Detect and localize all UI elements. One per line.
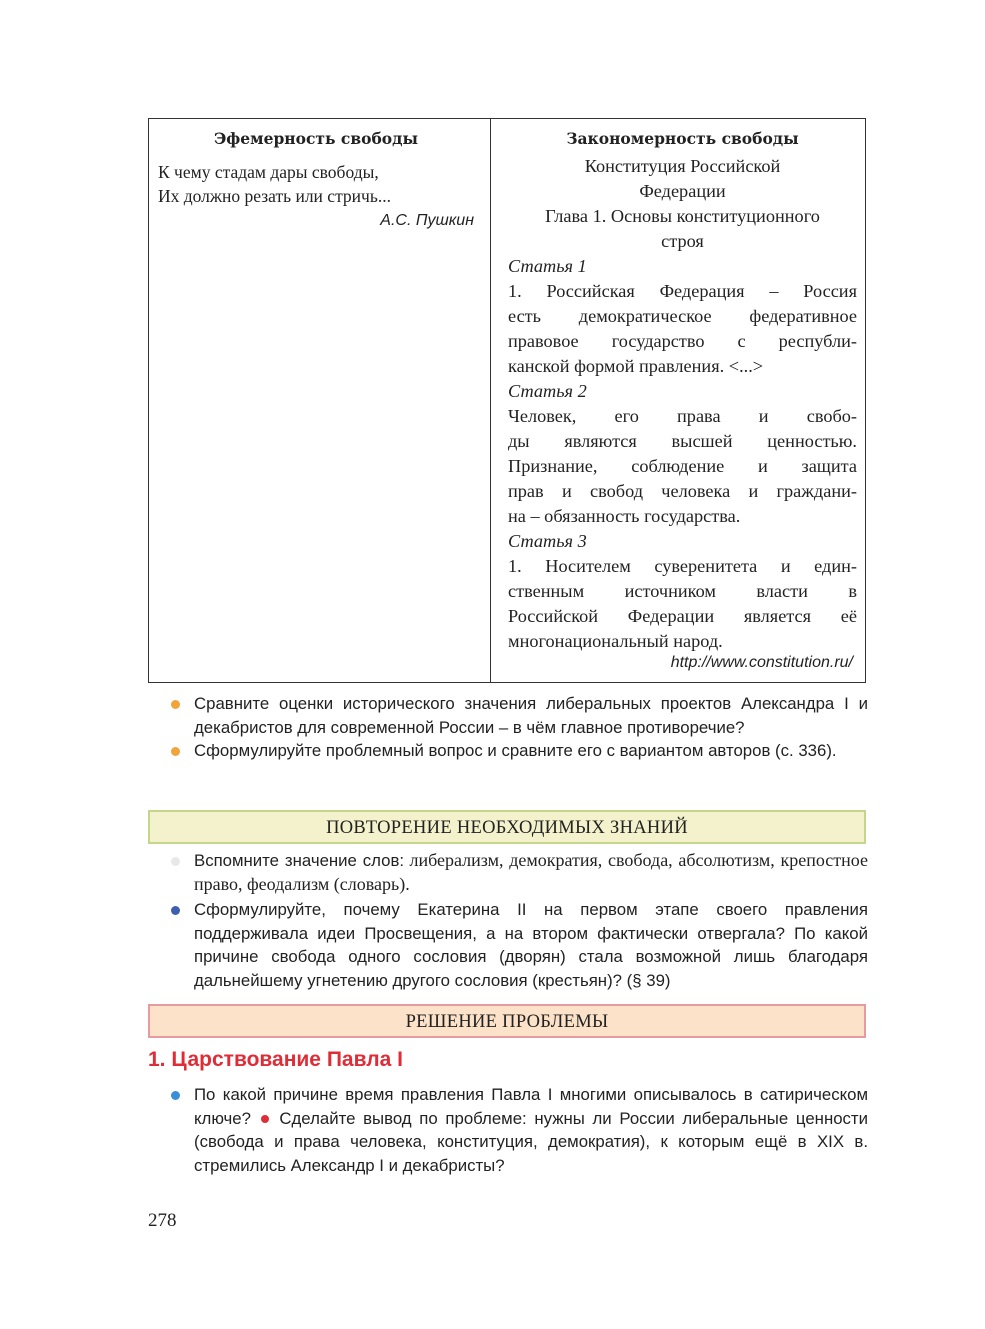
task-text: Сравните оценки исторического значения либеральных проектов Александра I и декабристов для современной России – в чём главное противоречие?	[194, 694, 868, 737]
article-line: Российской Федерации является её	[508, 606, 857, 626]
task-text: Сделайте вывод по проблеме: нужны ли России либеральные ценности (свобода и права человека, конституция, демократия), к которым ещё в XIX в. стремились Александр I и декабристы?	[194, 1108, 868, 1175]
poem-author: А.С. Пушкин	[380, 212, 474, 229]
article-label: Статья 1	[508, 256, 587, 276]
article-line: Признание, соблюдение и защита	[508, 456, 857, 476]
task-text: По какой причине время правления Павла I многими описывалось в сатирическом ключе?	[194, 1085, 868, 1128]
article-line: ственным источником власти в	[508, 581, 857, 601]
task-text: Сформулируйте проблемный вопрос и сравните его с вариантом авторов (с. 336).	[194, 741, 837, 760]
article-label: Статья 3	[508, 531, 587, 551]
repeat-item	[168, 898, 868, 992]
article-label: Статья 2	[508, 381, 587, 401]
task-item	[168, 1083, 868, 1177]
task-lead: Вспомните значение слов:	[194, 851, 405, 870]
bullet-dot-icon	[171, 857, 180, 866]
article-line: ды являются высшей ценностью.	[508, 431, 857, 451]
article-line: есть демократическое федеративное	[508, 306, 857, 326]
task-item	[168, 739, 868, 763]
pavel-task-list	[168, 1083, 868, 1177]
source-url: http://www.constitution.ru/	[670, 654, 853, 671]
article-text	[508, 279, 857, 379]
table-column-regular	[491, 119, 865, 682]
chapter-title: Глава 1. Основы конституционного	[545, 206, 820, 226]
bullet-dot-icon	[171, 906, 180, 915]
article-line: многонациональный народ.	[508, 631, 723, 651]
table-column-ephemeral	[149, 119, 491, 682]
inline-bullet-icon	[261, 1115, 269, 1123]
article-line: Человек, его права и свобо-	[508, 406, 857, 426]
column-heading-right: Закономерность свободы	[566, 129, 799, 148]
article-line: правовое государство с республи-	[508, 331, 857, 351]
task-text: Сформулируйте, почему Екатерина II на первом этапе своего правления поддерживала идеи Просвещения, а на втором фактически отвергала? По какой причине свобода одного сословия (дворян) стала возможной лишь благодаря дальнейшему угнетению другого сословия (крестьян)? (§ 39)	[194, 900, 868, 990]
poem-line: К чему стадам дары свободы,	[158, 162, 379, 182]
article-line: прав и свобод человека и граждани-	[508, 481, 857, 501]
task-item	[168, 692, 868, 739]
poem-line: Их должно резать или стричь...	[158, 186, 391, 206]
bullet-dot-icon	[171, 1091, 180, 1100]
task-list-top	[168, 692, 868, 763]
article-line: 1. Носителем суверенитета и един-	[508, 556, 857, 576]
column-heading-left: Эфемерность свободы	[213, 129, 419, 148]
article-line: 1. Российская Федерация – Россия	[508, 281, 857, 301]
section-bar-solve: РЕШЕНИЕ ПРОБЛЕМЫ	[148, 1004, 866, 1038]
comparison-table	[148, 118, 866, 683]
task-terms: либерализм, демократия, свобода, абсолютизм, крепостное право, феодализм (словарь).	[194, 850, 868, 894]
article-text	[508, 554, 857, 654]
article-line: на – обязанность государства.	[508, 506, 741, 526]
repeat-list	[168, 849, 868, 992]
section-heading: 1. Царствование Павла I	[148, 1048, 403, 1071]
article-text	[508, 404, 857, 529]
section-bar-repeat: ПОВТОРЕНИЕ НЕОБХОДИМЫХ ЗНАНИЙ	[148, 810, 866, 844]
article-line: канской формой правления. <...>	[508, 356, 764, 376]
document-title: Конституция Российской	[584, 156, 781, 176]
bullet-dot-icon	[171, 747, 180, 756]
bullet-dot-icon	[171, 700, 180, 709]
repeat-item	[168, 849, 868, 896]
chapter-title: строя	[661, 231, 704, 251]
page-number: 278	[148, 1210, 177, 1231]
document-title: Федерации	[639, 181, 726, 201]
